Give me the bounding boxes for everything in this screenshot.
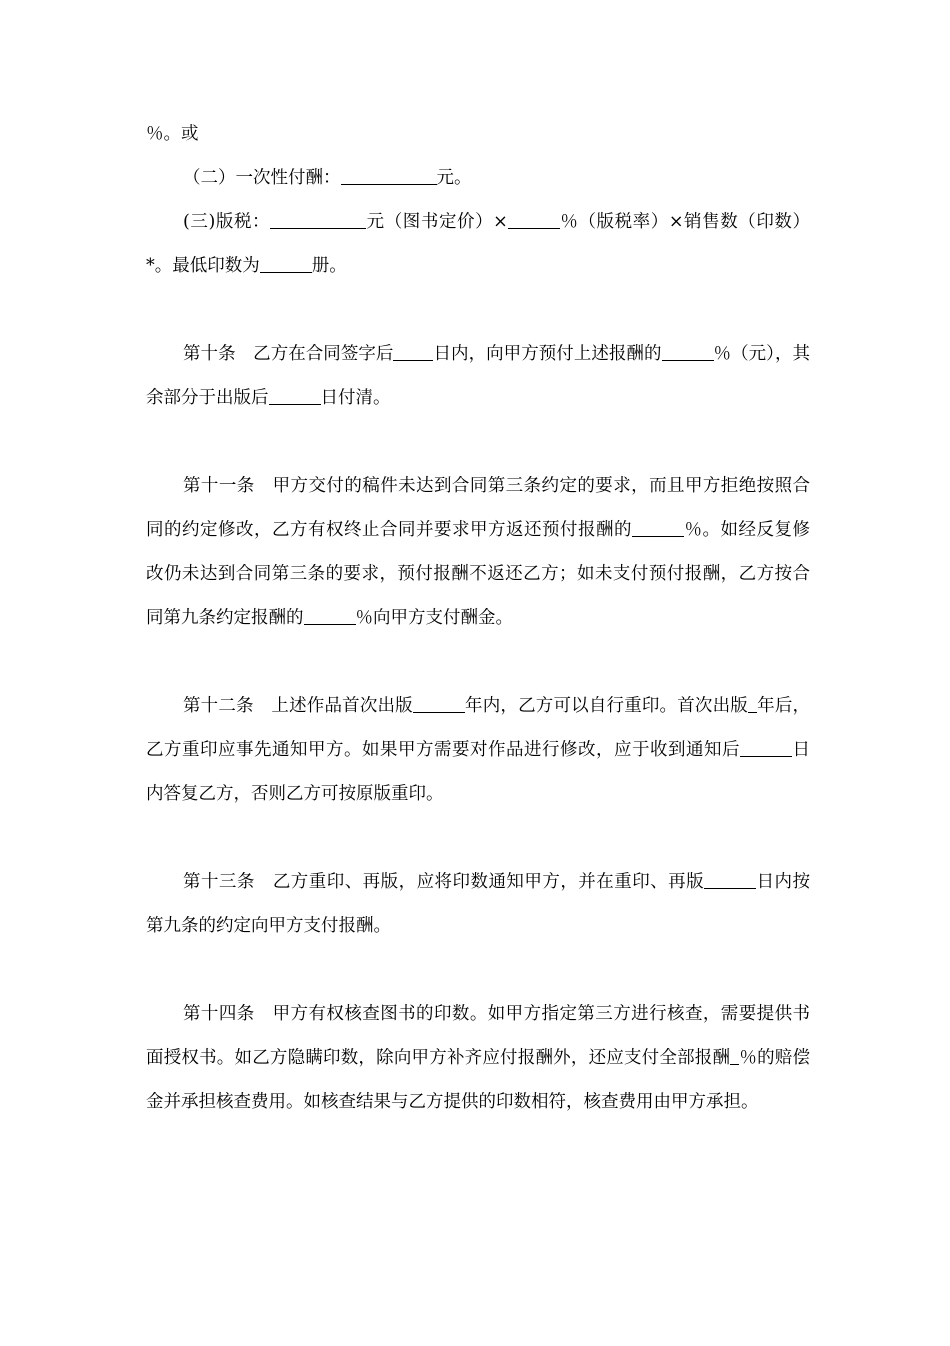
text: ％的赔偿金并承担核查费用。如核查结果与乙方提供的印数相符，核查费用由甲方承担。 bbox=[146, 1048, 810, 1112]
item-royalty bbox=[146, 200, 810, 288]
article-11 bbox=[146, 464, 810, 640]
text: 年后，乙方重印应事先通知甲方。如果甲方需要对作品进行修改，应于收到通知后 bbox=[146, 696, 811, 760]
text: ％。如经反复修改仍未达到合同第三条的要求，预付报酬不返还乙方；如未支付预付报酬，乙方按合同第九条约定报酬的 bbox=[146, 520, 810, 628]
text: 元。 bbox=[436, 168, 472, 188]
spacer bbox=[146, 816, 810, 860]
text: (三)版税： bbox=[183, 212, 271, 232]
text: （二）一次性付酬： bbox=[183, 168, 341, 188]
spacer bbox=[146, 288, 810, 332]
text: 第十条 乙方在合同签字后 bbox=[183, 344, 394, 364]
article-13 bbox=[146, 860, 810, 948]
blank-field bbox=[260, 254, 312, 273]
text: 册。 bbox=[311, 256, 347, 276]
blank-field bbox=[632, 518, 684, 537]
spacer bbox=[146, 948, 810, 992]
text: ％。或 bbox=[146, 124, 199, 144]
text: 元（图书定价）× bbox=[366, 212, 508, 232]
contract-body bbox=[146, 112, 810, 1124]
spacer bbox=[146, 640, 810, 684]
text: 年内，乙方可以自行重印。首次出版 bbox=[464, 696, 748, 716]
article-14 bbox=[146, 992, 810, 1124]
text: ％ bbox=[713, 344, 732, 364]
text: 第十二条 上述作品首次出版 bbox=[183, 696, 413, 716]
text: 日内答复乙方，否则乙方可按原版重印。 bbox=[146, 740, 810, 804]
text: 第十三条 乙方重印、再版，应将印数通知甲方，并在重印、再版 bbox=[183, 872, 705, 892]
blank-field bbox=[269, 386, 321, 405]
blank-field bbox=[704, 870, 756, 889]
text: 日付清。 bbox=[320, 388, 391, 408]
blank-field bbox=[270, 210, 366, 229]
item-lump-sum-payment bbox=[146, 156, 810, 200]
text: *。最低印数为 bbox=[146, 256, 260, 276]
text: ％向甲方支付酬金。 bbox=[355, 608, 513, 628]
text: 第十一条 甲方交付的稿件未达到合同第三条约定的要求，而且甲方拒绝按照合同的约定修改，乙方有权终止合同并要求甲方返还预付报酬的 bbox=[146, 476, 810, 540]
text: 第十四条 甲方有权核查图书的印数。如甲方指定第三方进行核查，需要提供书面授权书。如乙方隐瞒印数，除向甲方补齐应付报酬外，还应支付全部报酬 bbox=[146, 1004, 810, 1068]
payment-line-continuation bbox=[146, 112, 810, 156]
blank-field bbox=[341, 166, 437, 185]
blank-field bbox=[413, 694, 465, 713]
blank-field bbox=[662, 342, 714, 361]
text: 日内按第九条的约定向甲方支付报酬。 bbox=[146, 872, 810, 936]
text: ％（版税率）×销售数（印数） bbox=[559, 212, 810, 232]
text: 日内，向甲方预付上述报酬的 bbox=[433, 344, 662, 364]
article-10 bbox=[146, 332, 810, 420]
text: （元），其余部分于出版后 bbox=[146, 344, 810, 408]
blank-field bbox=[748, 694, 757, 713]
article-12 bbox=[146, 684, 810, 816]
spacer bbox=[146, 420, 810, 464]
blank-field bbox=[740, 738, 792, 757]
blank-field bbox=[393, 342, 433, 361]
blank-field bbox=[508, 210, 560, 229]
blank-field bbox=[304, 606, 356, 625]
blank-field bbox=[730, 1046, 739, 1065]
